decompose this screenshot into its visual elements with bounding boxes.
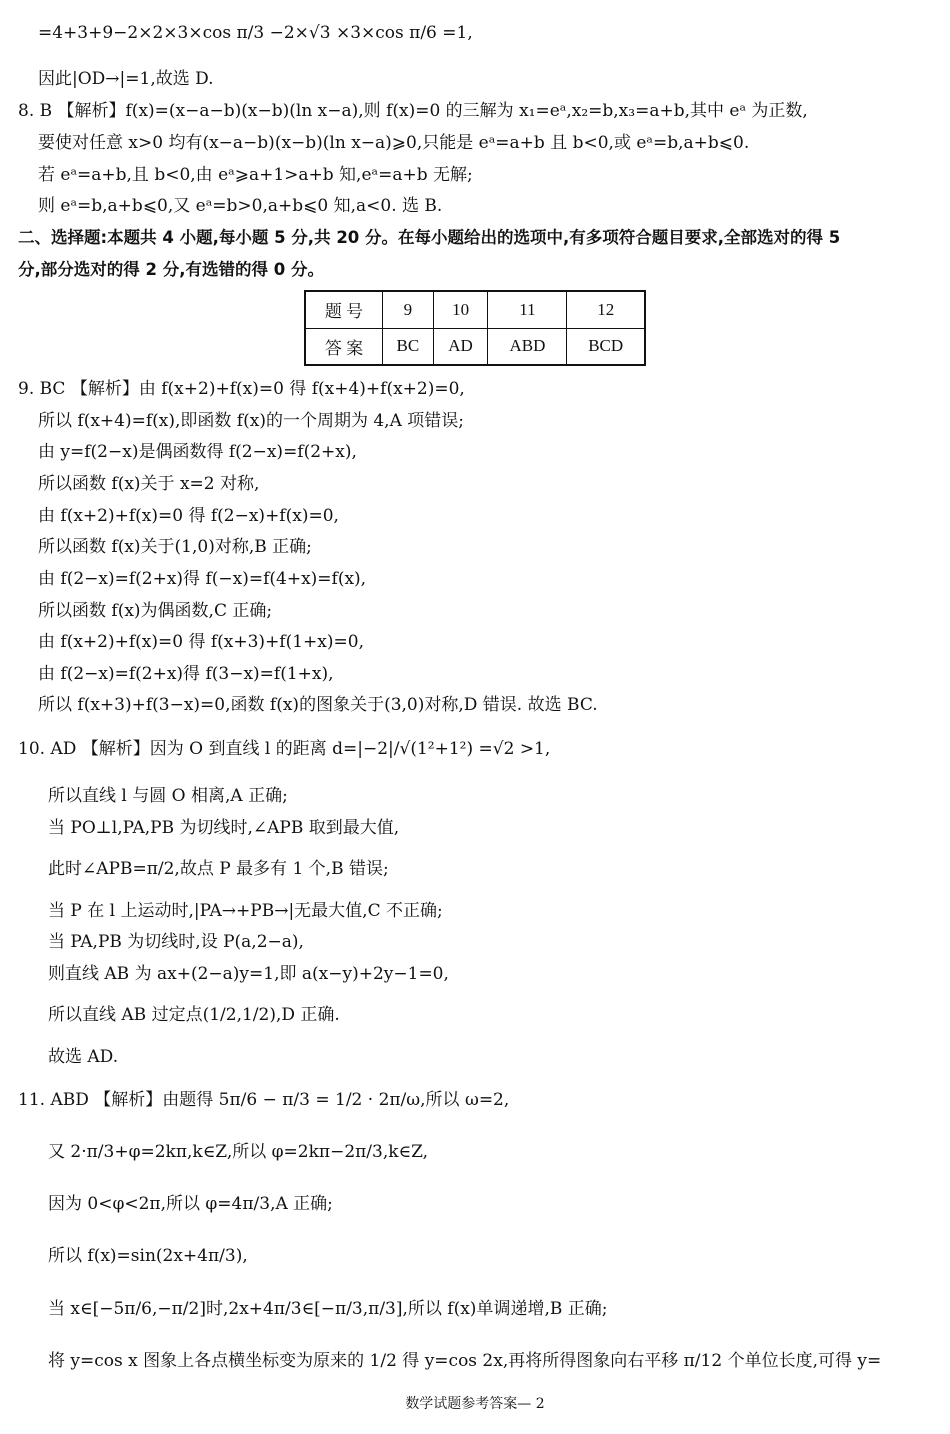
- q9-solution-line: 所以 f(x+4)=f(x),即函数 f(x)的一个周期为 4,A 项错误;: [38, 411, 464, 431]
- table-cell-answer: BC: [383, 328, 434, 365]
- q8-solution-line-3: 若 eᵃ=a+b,且 b<0,由 eᵃ⩾a+1>a+b 知,eᵃ=a+b 无解;: [38, 165, 473, 185]
- q9-solution-line: 由 f(2−x)=f(2+x)得 f(−x)=f(4+x)=f(x),: [38, 569, 367, 589]
- q9-solution-line: 由 y=f(2−x)是偶函数得 f(2−x)=f(2+x),: [38, 442, 357, 462]
- q9-solution-line: 所以 f(x+3)+f(3−x)=0,函数 f(x)的图象关于(3,0)对称,D 错误. 故选 BC.: [38, 695, 598, 715]
- q8-solution-line-2: 要使对任意 x>0 均有(x−a−b)(x−b)(ln x−a)⩾0,只能是 eᵃ=a+b 且 b<0,或 eᵃ=b,a+b⩽0.: [38, 133, 750, 153]
- q8-solution-line-4: 则 eᵃ=b,a+b⩽0,又 eᵃ=b>0,a+b⩽0 知,a<0. 选 B.: [38, 196, 443, 216]
- q10-solution-line: 10. AD 【解析】因为 O 到直线 l 的距离 d=|−2|/√(1²+1²) =√2 >1,: [18, 739, 551, 759]
- table-cell-number: 12: [567, 291, 645, 328]
- q9-solution-line: 由 f(x+2)+f(x)=0 得 f(x+3)+f(1+x)=0,: [38, 632, 364, 652]
- page-footer: 数学试题参考答案— 2: [405, 1396, 545, 1412]
- q10-solution-line: 所以直线 AB 过定点(1/2,1/2),D 正确.: [48, 1005, 340, 1025]
- q9-solution-line: 9. BC 【解析】由 f(x+2)+f(x)=0 得 f(x+4)+f(x+2)=0,: [18, 379, 465, 399]
- table-cell-answer: ABD: [488, 328, 567, 365]
- section-heading-line-1: 二、选择题:本题共 4 小题,每小题 5 分,共 20 分。在每小题给出的选项中,有多项符合题目要求,全部选对的得 5: [18, 228, 841, 247]
- table-cell-number: 10: [433, 291, 488, 328]
- conclusion-line-d: 因此|OD→|=1,故选 D.: [38, 69, 214, 89]
- table-cell-number: 9: [383, 291, 434, 328]
- q9-solution-line: 所以函数 f(x)关于(1,0)对称,B 正确;: [38, 537, 312, 557]
- q10-solution-line: 当 P 在 l 上运动时,|PA→+PB→|无最大值,C 不正确;: [48, 901, 443, 921]
- table-cell-answer: AD: [433, 328, 488, 365]
- q11-solution-line: 所以 f(x)=sin(2x+4π/3),: [48, 1246, 248, 1266]
- table-cell-answer: BCD: [567, 328, 645, 365]
- q11-solution-line: 又 2·π/3+φ=2kπ,k∈Z,所以 φ=2kπ−2π/3,k∈Z,: [48, 1142, 429, 1162]
- q11-solution-line: 将 y=cos x 图象上各点横坐标变为原来的 1/2 得 y=cos 2x,再将所得图象向右平移 π/12 个单位长度,可得 y=: [48, 1351, 882, 1371]
- q10-solution-line: 则直线 AB 为 ax+(2−a)y=1,即 a(x−y)+2y−1=0,: [48, 964, 449, 984]
- q9-solution-line: 由 f(x+2)+f(x)=0 得 f(2−x)+f(x)=0,: [38, 506, 339, 526]
- table-cell-number: 11: [488, 291, 567, 328]
- q10-solution-line: 故选 AD.: [48, 1047, 119, 1067]
- section-heading-line-2: 分,部分选对的得 2 分,有选错的得 0 分。: [18, 260, 324, 279]
- answer-table: [304, 290, 646, 366]
- table-row-numbers: [305, 291, 645, 328]
- q10-solution-line: 所以直线 l 与圆 O 相离,A 正确;: [48, 786, 288, 806]
- q9-solution-line: 所以函数 f(x)关于 x=2 对称,: [38, 474, 260, 494]
- q9-solution-line: 由 f(2−x)=f(2+x)得 f(3−x)=f(1+x),: [38, 664, 334, 684]
- q9-solution-line: 所以函数 f(x)为偶函数,C 正确;: [38, 601, 273, 621]
- q10-solution-line: 当 PO⊥l,PA,PB 为切线时,∠APB 取到最大值,: [48, 818, 400, 838]
- q11-solution-line: 因为 0<φ<2π,所以 φ=4π/3,A 正确;: [48, 1194, 333, 1214]
- table-label-answer: 答 案: [305, 328, 383, 365]
- q10-solution-line: 此时∠APB=π/2,故点 P 最多有 1 个,B 错误;: [48, 859, 389, 879]
- formula-line-od-computation: =4+3+9−2×2×3×cos π/3 −2×√3 ×3×cos π/6 =1,: [38, 23, 473, 43]
- q11-solution-line: 当 x∈[−5π/6,−π/2]时,2x+4π/3∈[−π/3,π/3],所以 f(x)单调递增,B 正确;: [48, 1299, 608, 1319]
- q11-solution-line: 11. ABD 【解析】由题得 5π/6 − π/3 = 1/2 · 2π/ω,所以 ω=2,: [18, 1090, 510, 1110]
- table-row-answers: [305, 328, 645, 365]
- q10-solution-line: 当 PA,PB 为切线时,设 P(a,2−a),: [48, 932, 304, 952]
- table-label-number: 题 号: [305, 291, 383, 328]
- q8-solution-line-1: 8. B 【解析】f(x)=(x−a−b)(x−b)(ln x−a),则 f(x)=0 的三解为 x₁=eᵃ,x₂=b,x₃=a+b,其中 eᵃ 为正数,: [18, 101, 808, 121]
